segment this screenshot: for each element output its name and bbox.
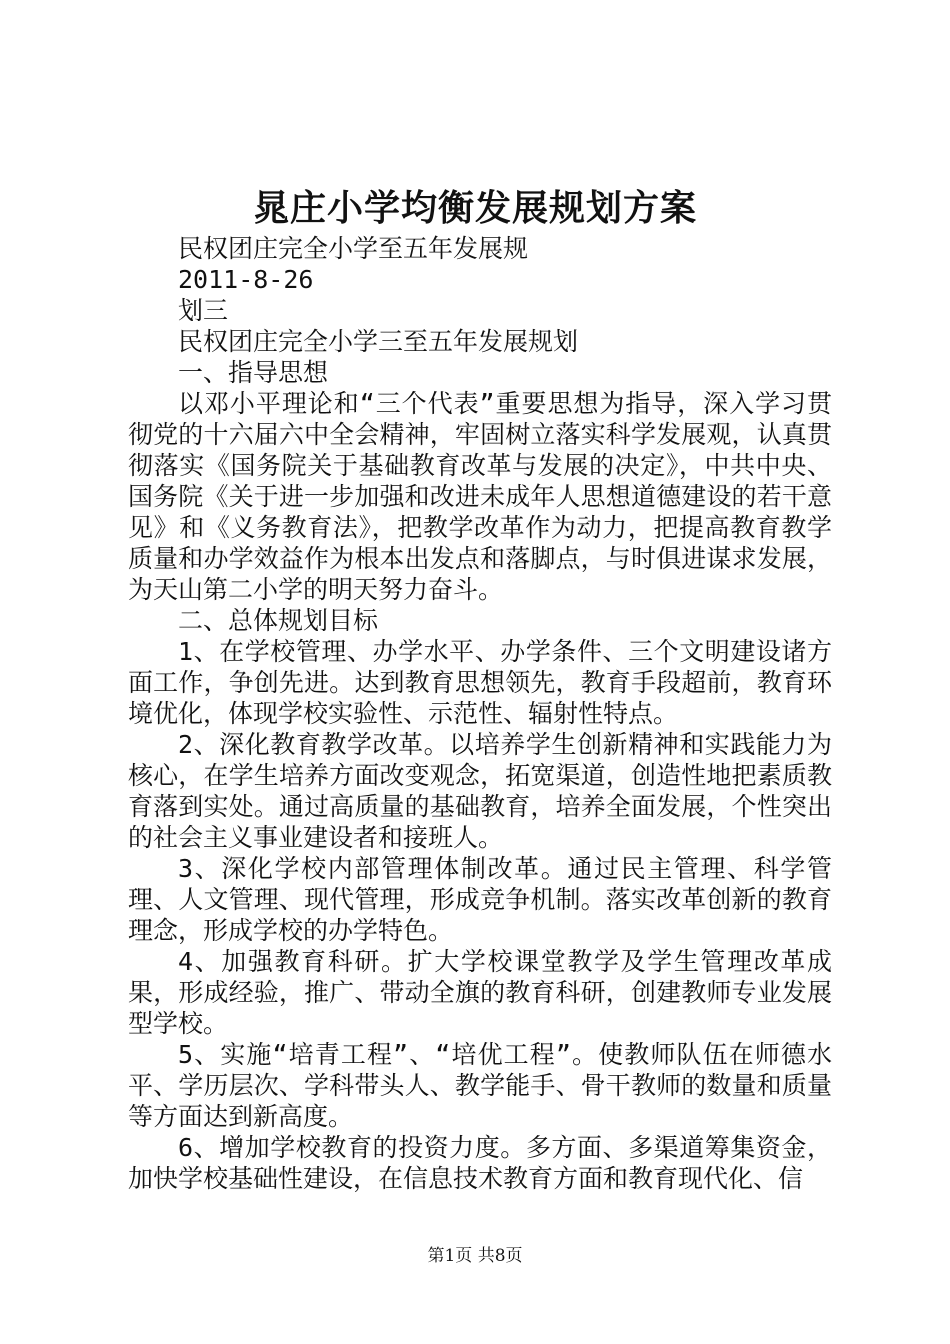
- header-line-fragment: 划三: [178, 296, 229, 325]
- header-line-org: 民权团庄完全小学至五年发展规: [178, 234, 529, 263]
- paragraph-goal-6: 6、增加学校教育的投资力度。多方面、多渠道筹集资金，加快学校基础性建设，在信息技术教育方面和教育现代化、信: [128, 1133, 832, 1193]
- paragraph-goal-1: 1、在学校管理、办学水平、办学条件、三个文明建设诸方面工作，争创先进。达到教育思想领先，教育手段超前，教育环境优化，体现学校实验性、示范性、辐射性特点。: [128, 637, 832, 728]
- document-body: [128, 233, 832, 1194]
- header-line-date: 2011-8-26: [178, 265, 314, 294]
- document-title: 晁庄小学均衡发展规划方案: [252, 187, 697, 229]
- paragraph-goal-3: 3、深化学校内部管理体制改革。通过民主管理、科学管理、人文管理、现代管理，形成竞争机制。落实改革创新的教育理念，形成学校的办学特色。: [128, 854, 832, 945]
- paragraph-guiding: 以邓小平理论和“三个代表”重要思想为指导，深入学习贯彻党的十六届六中全会精神，牢固树立落实科学发展观，认真贯彻落实《国务院关于基础教育改革与发展的决定》，中共中央、国务院《关于进一步加强和改进未成年人思想道德建设的若干意见》和《义务教育法》，把教学改革作为动力，把提高教育教学质量和办学效益作为根本出发点和落脚点，与时俱进谋求发展，为天山第二小学的明天努力奋斗。: [128, 389, 832, 604]
- paragraph-goal-2: 2、深化教育教学改革。以培养学生创新精神和实践能力为核心，在学生培养方面改变观念，拓宽渠道，创造性地把素质教育落到实处。通过高质量的基础教育，培养全面发展，个性突出的社会主义事业建设者和接班人。: [128, 730, 832, 852]
- section-heading-goals: 二、总体规划目标: [178, 606, 379, 635]
- paragraph-goal-5: 5、实施“培青工程”、“培优工程”。使教师队伍在师德水平、学历层次、学科带头人、教学能手、骨干教师的数量和质量等方面达到新高度。: [128, 1040, 832, 1131]
- section-heading-guiding: 一、指导思想: [178, 358, 329, 387]
- header-line-plan-title: 民权团庄完全小学三至五年发展规划: [178, 327, 579, 356]
- page-number: 第1页 共8页: [427, 1246, 523, 1266]
- paragraph-goal-4: 4、加强教育科研。扩大学校课堂教学及学生管理改革成果，形成经验，推广、带动全旗的教育科研，创建教师专业发展型学校。: [128, 947, 832, 1038]
